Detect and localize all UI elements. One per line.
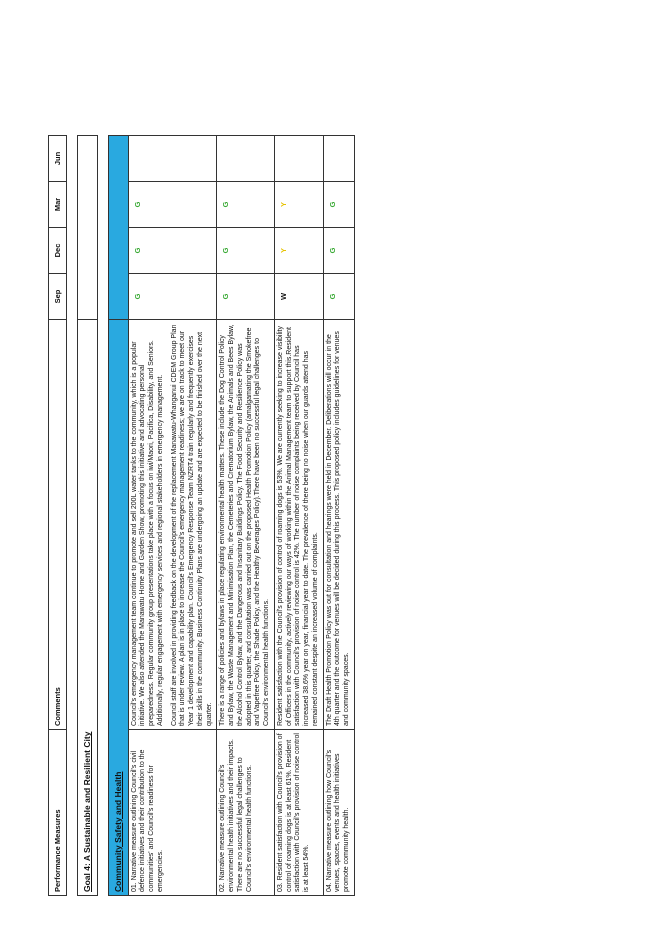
performance-measure-cell: 01. Narrative measure outlining Council's civil defence initiatives and their contribution to the communities' and Council's readiness for emergencies. — [128, 730, 217, 896]
table-header-row — [49, 136, 67, 896]
performance-measure-cell: 02. Narrative measure outlining Council's environmental health initiatives and their impacts. There are no successful legal challenges to Council's environmental health functions. — [217, 730, 275, 896]
status-jun — [274, 136, 323, 182]
comments-cell — [217, 320, 275, 730]
comment-paragraph: Council's emergency management team continue to promote and sell 200L water tanks to the community, which is a popular initiative. We also attended the Manawatu Home and Garden Show, promoting this initiative and advocating personal preparedness. Regular community group presentations take place with a focus on iwi/Maori, Pacifica, Disability, and Seniors. Additionally, regular engagement with emergency services and regional stakeholders in emergency management. — [130, 340, 164, 726]
category-row — [109, 136, 129, 896]
comments-cell — [128, 320, 217, 730]
category-row-blank — [109, 136, 129, 320]
table-row — [128, 136, 217, 896]
status-sep: G — [128, 274, 217, 320]
status-dec: G — [128, 228, 217, 274]
comment-paragraph: The Draft Health Promotion Policy was out for consultation and hearings were held in December. Deliberations will occur in the 4th quarter and the outcome for venues will be decided during this process. This proposed policy includes guidelines for venues and community spaces. — [325, 331, 351, 726]
header-mar: Mar — [49, 182, 67, 228]
header-comments: Comments — [49, 320, 67, 730]
status-dec: G — [217, 228, 275, 274]
performance-table — [48, 135, 355, 896]
spacer — [67, 136, 78, 896]
comments-cell — [274, 320, 323, 730]
header-jun: Jun — [49, 136, 67, 182]
goal-row-blank — [78, 136, 98, 320]
header-sep: Sep — [49, 274, 67, 320]
status-dec: G — [323, 228, 354, 274]
status-jun — [217, 136, 275, 182]
status-sep: G — [323, 274, 354, 320]
table-row — [274, 136, 323, 896]
performance-measure-cell: 03. Resident satisfaction with Council's provision of control of roaming dogs is at least 61%. Resident satisfaction with Council's provision of noise control is at least 54%. — [274, 730, 323, 896]
category-title: Community Safety and Health — [109, 320, 129, 896]
status-mar: Y — [274, 182, 323, 228]
header-dec: Dec — [49, 228, 67, 274]
status-jun — [323, 136, 354, 182]
table-row — [217, 136, 275, 896]
status-mar: G — [128, 182, 217, 228]
comment-paragraph: Resident satisfaction with the Council's provision of control of roaming dogs is 53%. We are currently seeking to increase visibility of Officers in the community, actively reviewing our ways of working within the Animal Management team to support this.Resident satisfaction with Council's provision of noise control is 42%. The number of noise complaints being received by Council has increased 38.6% year on year, financial year to date. The prevalence of there being no noise when our guards attend has remained constant despite an increased volume of complaints. — [276, 325, 319, 726]
performance-measure-cell: 04. Narrative measure outlining how Council's venues, spaces, events and health initiatives promote community health. — [323, 730, 354, 896]
status-jun — [128, 136, 217, 182]
table-row — [323, 136, 354, 896]
goal-row — [78, 136, 98, 896]
comments-cell — [323, 320, 354, 730]
comment-paragraph: There is a range of policies and bylaws in place regulating environmental health matters. These include the Dog Control Policy and Bylaw, the Waste Management and Minimisation Plan, the Cemeteries and Crematorium Bylaw, the Animals and Bees Bylaw, the Alcohol Control Bylaw, and the Dangerous and Insanitary Buildings Policy. The Food Security and Resilience Policy was adopted in this quarter, and consultation was carried out on the proposed Health Promotion Policy (amalgamating the Smokefree and Vapefree Policy, the Shade Policy, and the Healthy Beverages Policy).There have been no successful legal challenges to Council's environmental health functions. — [219, 324, 271, 726]
status-mar: G — [217, 182, 275, 228]
comment-paragraph: Council staff are involved in providing feedback on the development of the replacement Manawatu-Whanganui CDEM Group Plan that is under review. A plan is in place to increase the Council's emergency management readiness; we are on track to meet our Year 1 development and capability plan. Council's Emergency Response Team NZRT4 train regularly and frequently exercises their skills in the community. Business Continuity Plans are undergoing an update and are expected to be finished over the next quarter. — [170, 324, 213, 726]
status-sep: G — [217, 274, 275, 320]
spacer — [98, 136, 109, 896]
status-mar: G — [323, 182, 354, 228]
goal-title: Goal 4: A Sustainable and Resilient City — [78, 320, 98, 896]
performance-report-sheet — [48, 136, 576, 896]
status-sep: W — [274, 274, 323, 320]
status-dec: Y — [274, 228, 323, 274]
header-performance-measures: Performance Measures — [49, 730, 67, 896]
